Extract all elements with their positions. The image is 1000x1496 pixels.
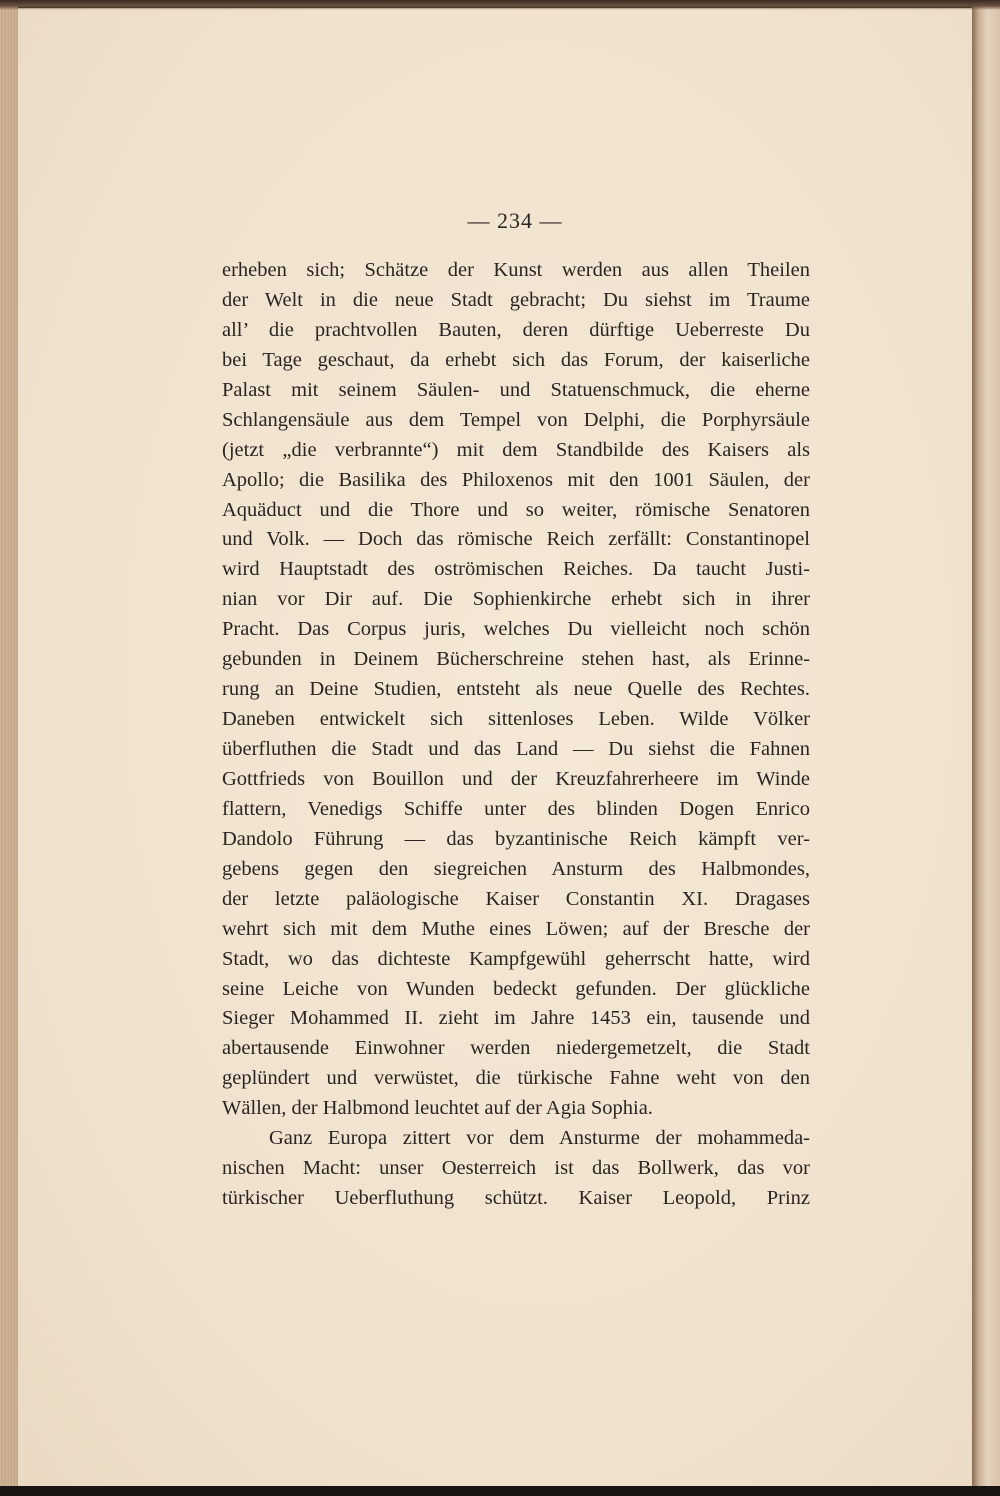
text-line: der Welt in die neue Stadt gebracht; Du siehst im Traume <box>222 288 810 311</box>
text-line: türkischer Ueberfluthung schützt. Kaiser Leopold, Prinz <box>222 1187 810 1210</box>
text-line: all’ die prachtvollen Bauten, deren dürftige Ueberreste Du <box>222 318 810 341</box>
text-line: der letzte paläologische Kaiser Constantin XI. Dragases <box>222 887 810 910</box>
text-line: geplündert und verwüstet, die türkische Fahne weht von den <box>222 1067 810 1090</box>
text-line: Pracht. Das Corpus juris, welches Du vielleicht noch schön <box>222 618 810 641</box>
top-edge-shadow <box>0 0 1000 10</box>
text-line: nian vor Dir auf. Die Sophienkirche erhebt sich in ihrer <box>222 588 810 611</box>
text-line: und Volk. — Doch das römische Reich zerfällt: Constantinopel <box>222 528 810 551</box>
text-line: gebens gegen den siegreichen Ansturm des Halbmondes, <box>222 857 810 880</box>
text-line: Apollo; die Basilika des Philoxenos mit den 1001 Säulen, der <box>222 468 810 491</box>
text-line: rung an Deine Studien, entsteht als neue Quelle des Rechtes. <box>222 678 810 701</box>
text-line: Sieger Mohammed II. zieht im Jahre 1453 ein, tausende und <box>222 1007 810 1030</box>
text-line: Aquäduct und die Thore und so weiter, römische Senatoren <box>222 498 810 521</box>
text-line: abertausende Einwohner werden niedergemetzelt, die Stadt <box>222 1037 810 1060</box>
text-line: Gottfrieds von Bouillon und der Kreuzfahrerheere im Winde <box>222 767 810 790</box>
text-line: Stadt, wo das dichteste Kampfgewühl geherrscht hatte, wird <box>222 947 810 970</box>
text-line: Schlangensäule aus dem Tempel von Delphi, die Porphyrsäule <box>222 408 810 431</box>
text-line: wehrt sich mit dem Muthe eines Löwen; auf der Bresche der <box>222 917 810 940</box>
text-line: Palast mit seinem Säulen- und Statuenschmuck, die eherne <box>222 378 810 401</box>
bottom-edge-shadow <box>0 1486 1000 1496</box>
text-line: erheben sich; Schätze der Kunst werden aus allen Theilen <box>222 259 810 281</box>
text-line: (jetzt „die verbrannte“) mit dem Standbilde des Kaisers als <box>222 438 810 461</box>
text-line: flattern, Venedigs Schiffe unter des blinden Dogen Enrico <box>222 797 810 820</box>
page-number: — 234 — <box>467 208 563 233</box>
body-text <box>222 256 810 1214</box>
text-line: nischen Macht: unser Oesterreich ist das Bollwerk, das vor <box>222 1157 810 1180</box>
text-line: Dandolo Führung — das byzantinische Reich kämpft ver- <box>222 827 810 850</box>
text-line: gebunden in Deinem Bücherschreine stehen hast, als Erinne- <box>222 648 810 671</box>
text-line: wird Hauptstadt des oströmischen Reiches. Da taucht Justi- <box>222 558 810 581</box>
text-line: Daneben entwickelt sich sittenloses Leben. Wilde Völker <box>222 708 810 731</box>
text-line: bei Tage geschaut, da erhebt sich das Forum, der kaiserliche <box>222 348 810 371</box>
text-line: überfluthen die Stadt und das Land — Du siehst die Fahnen <box>222 738 810 760</box>
text-line: seine Leiche von Wunden bedeckt gefunden. Der glückliche <box>222 977 810 1000</box>
paragraph-end-line: Wällen, der Halbmond leuchtet auf der Agia Sophia. <box>222 1097 653 1120</box>
paragraph-start-line: Ganz Europa zittert vor dem Ansturme der mohammeda- <box>269 1127 810 1150</box>
